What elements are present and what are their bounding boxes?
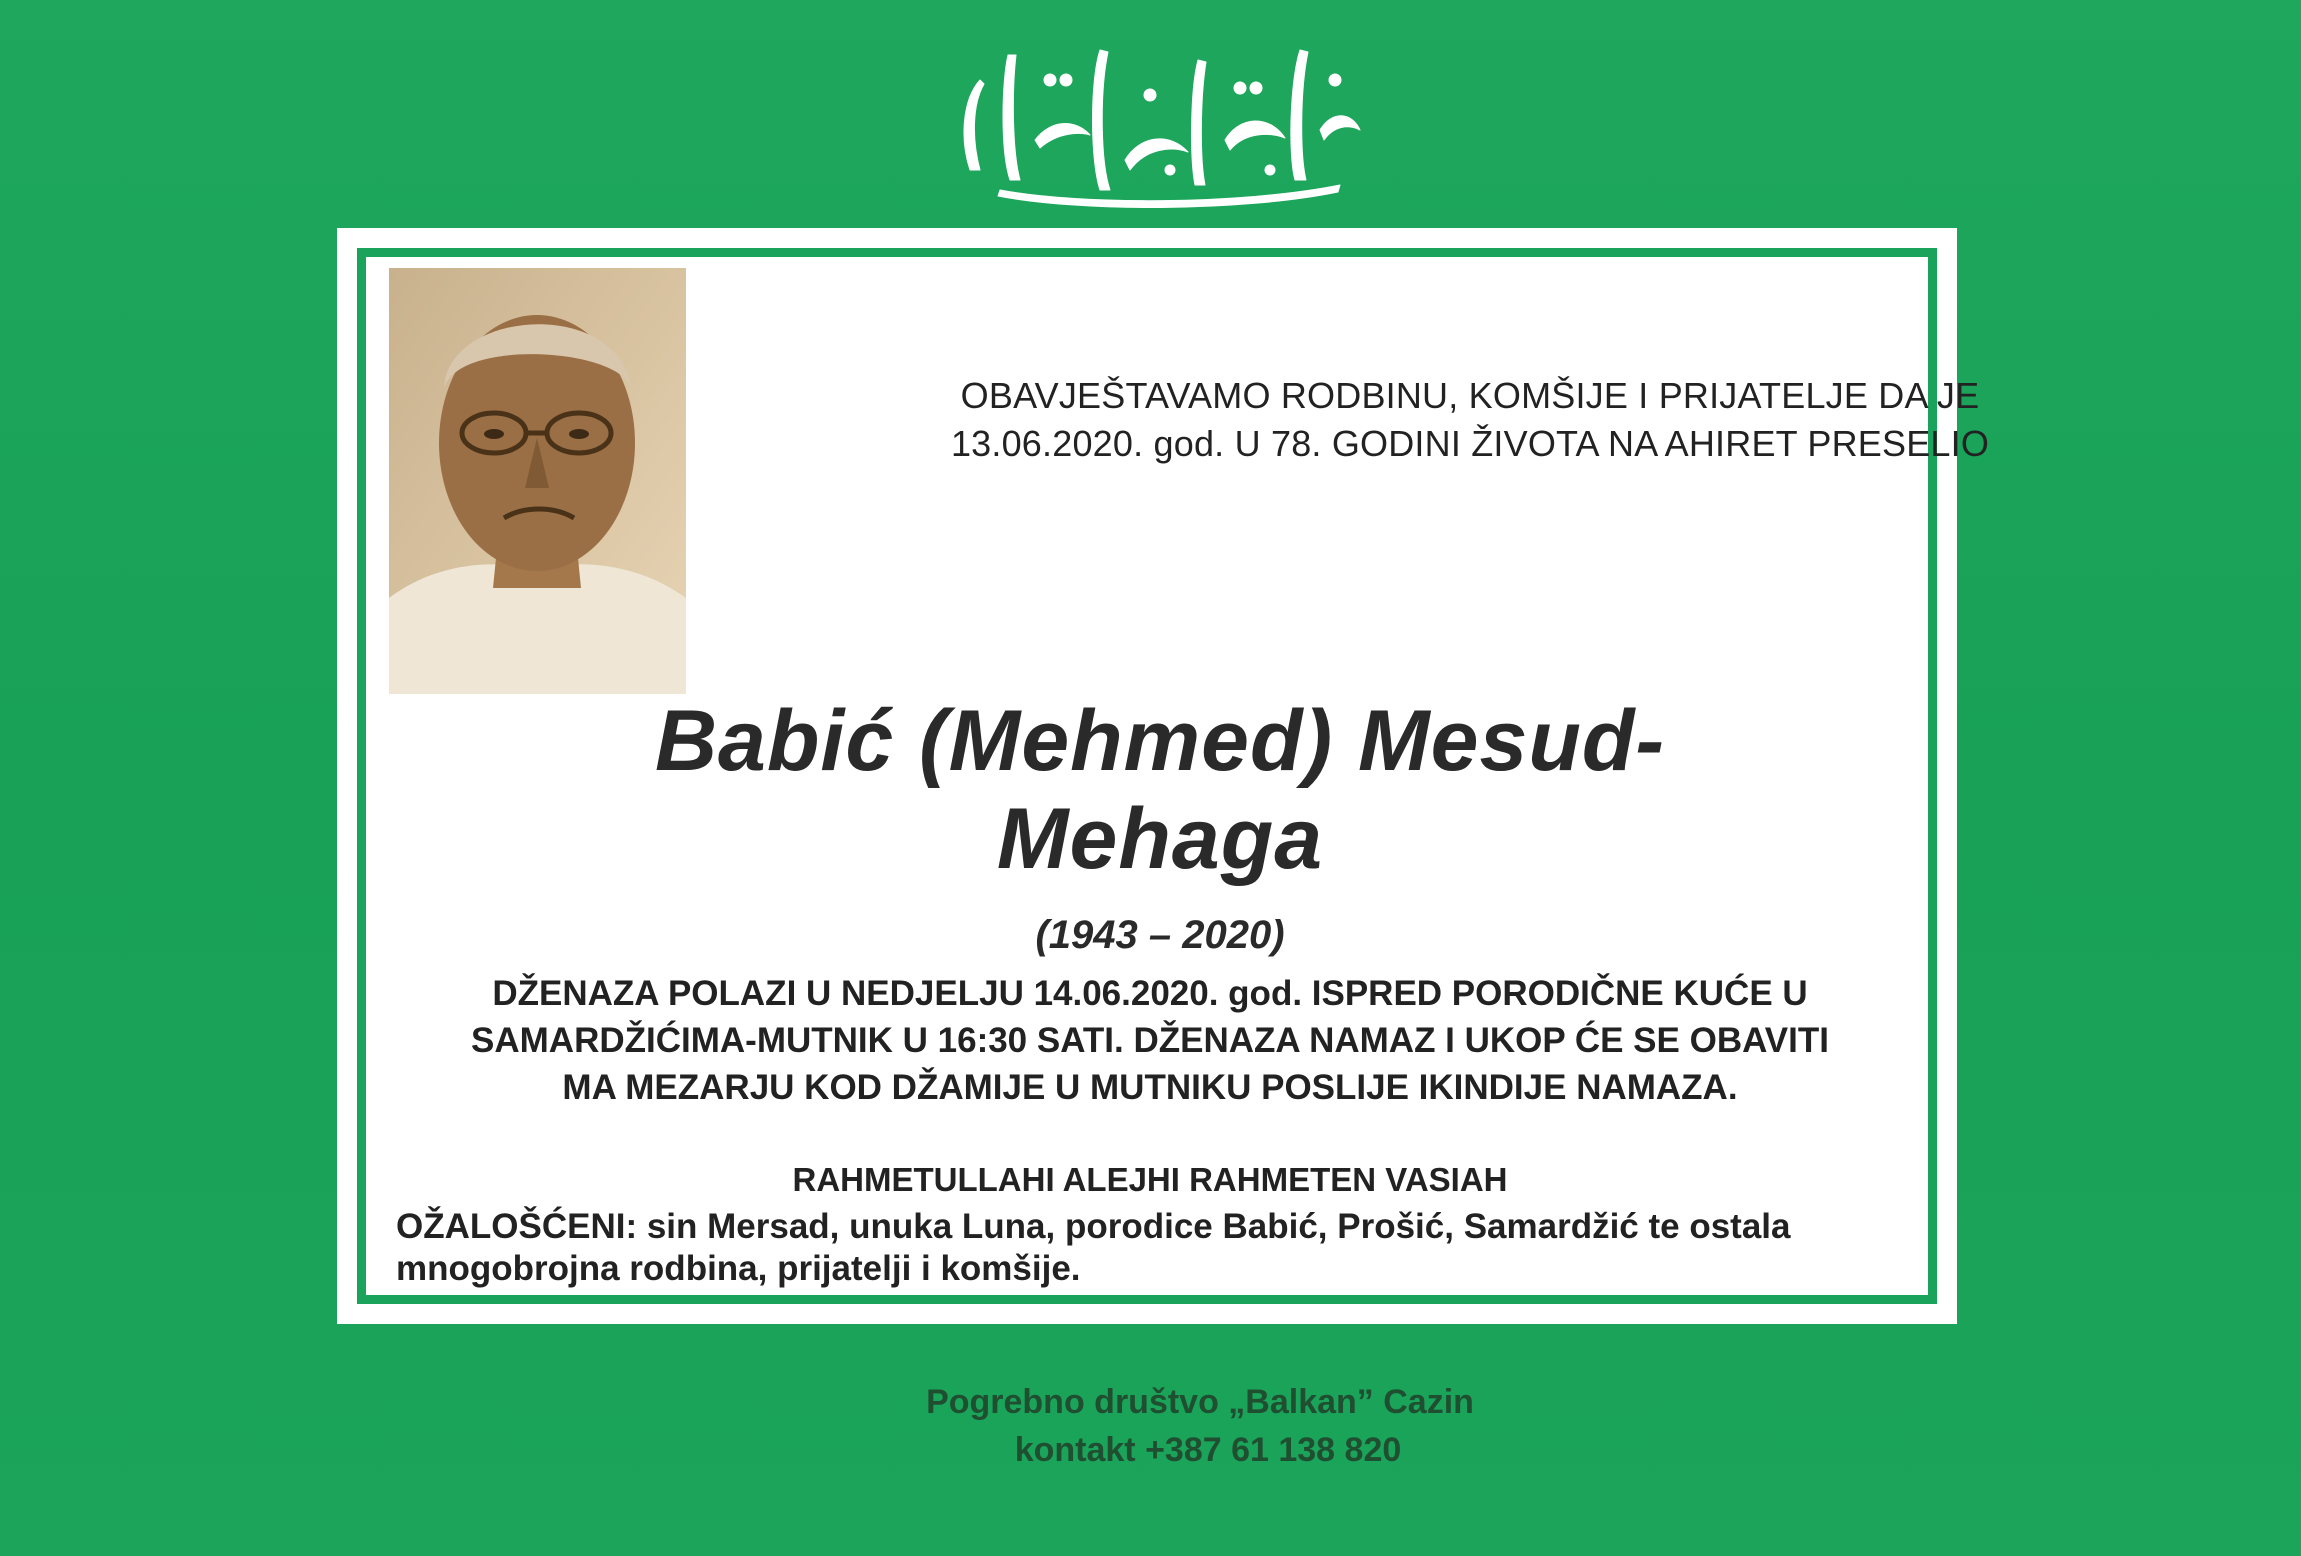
mourners-line-1: OŽALOŠĆENI: sin Mersad, unuka Luna, porodice Babić, Prošić, Samardžić te ostala <box>396 1207 1791 1246</box>
deceased-name <box>420 692 1900 888</box>
funeral-company-footer <box>700 1378 1700 1474</box>
intro-line-1: OBAVJEŠTAVAMO RODBINU, KOMŠIJE I PRIJATELJE DA JE <box>960 375 1980 416</box>
prayer-phrase: RAHMETULLAHI ALEJHI RAHMETEN VASIAH <box>792 1161 1508 1198</box>
deceased-portrait <box>389 268 686 694</box>
funeral-details <box>380 970 1920 1111</box>
mourners-line-2: mnogobrojna rodbina, prijatelji i komšije. <box>396 1249 1081 1288</box>
calligraphy-graphic <box>940 20 1380 215</box>
company-contact: kontakt +387 61 138 820 <box>1014 1431 1402 1469</box>
funeral-line-1: DŽENAZA POLAZI U NEDJELJU 14.06.2020. god. ISPRED PORODIČNE KUĆE U <box>492 974 1808 1013</box>
funeral-line-2: SAMARDŽIĆIMA-MUTNIK U 16:30 SATI. DŽENAZA NAMAZ I UKOP ĆE SE OBAVITI <box>471 1021 1829 1060</box>
intro-line-2: 13.06.2020. god. U 78. GODINI ŽIVOTA NA AHIRET PRESELIO <box>950 423 1990 464</box>
life-years: (1943 – 2020) <box>1035 913 1285 957</box>
company-name: Pogrebno društvo „Balkan” Cazin <box>926 1383 1474 1421</box>
arabic-calligraphy-header <box>940 20 1380 215</box>
name-line-1: Babić (Mehmed) Mesud- <box>654 693 1666 789</box>
name-line-2: Mehaga <box>996 791 1324 887</box>
mourners-list <box>396 1206 1966 1290</box>
funeral-line-3: MA MEZARJU KOD DŽAMIJE U MUTNIKU POSLIJE IKINDIJE NAMAZA. <box>562 1068 1738 1107</box>
portrait-graphic <box>389 268 686 694</box>
announcement-intro <box>690 372 2250 468</box>
